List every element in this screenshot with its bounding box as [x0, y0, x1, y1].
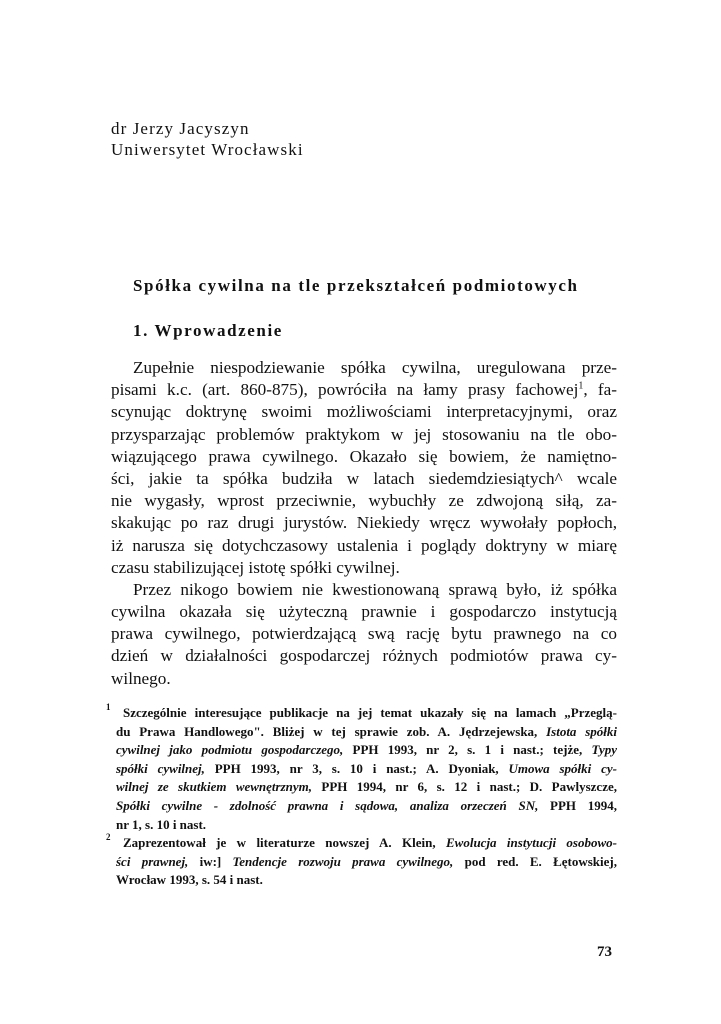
footnote-marker: 1	[106, 702, 111, 712]
body-line-text: Przez nikogo bowiem nie kwestionowaną sprawą było, iż spółka	[133, 579, 617, 599]
footnote-line	[106, 741, 617, 760]
footnote-line	[106, 853, 617, 872]
body-line	[111, 468, 617, 490]
body-line-text: scynując doktrynę swoimi możliwościami interpretacyjnymi, oraz	[111, 402, 617, 422]
body-line-text: nie wygasły, wprost przeciwnie, wybuchły ze zdwojoną siłą, za-	[111, 491, 617, 511]
body-text	[111, 357, 617, 690]
body-line	[111, 424, 617, 446]
footnote-line	[106, 723, 617, 742]
footnote-italic-text: spółki cywilnej,	[116, 760, 205, 776]
footnote-line	[106, 778, 617, 797]
footnote-italic-text: Typy	[591, 742, 617, 758]
footnote-italic-text: wilnej ze skutkiem wewnętrznym,	[116, 779, 313, 795]
author-affiliation: Uniwersytet Wrocławski	[111, 140, 304, 159]
body-line-text: wilnego.	[111, 668, 171, 688]
author-name: dr Jerzy Jacyszyn	[111, 119, 250, 138]
body-line-text: skakując po raz drugi jurystów. Niekiedy wręcz wywołały popłoch,	[111, 513, 617, 533]
body-line	[111, 446, 617, 468]
body-line-text: Zupełnie niespodziewanie spółka cywilna, uregulowana prze-	[133, 358, 617, 377]
footnote-line	[106, 760, 617, 779]
author-block	[111, 118, 304, 160]
body-line	[111, 601, 617, 623]
body-line-text: cywilna okazała się użyteczną prawnie i gospodarczo instytucją	[111, 602, 617, 622]
body-line-text: ści, jakie ta spółka budziła w latach siedemdziesiątych^ wcale	[111, 468, 617, 488]
body-line	[111, 623, 617, 645]
body-line	[111, 512, 617, 534]
footnote-text: nr 1, s. 10 i nast.	[116, 816, 207, 832]
body-line-text: prawa cywilnego, potwierdzającą swą rację bytu prawnego na co	[111, 624, 617, 644]
footnotes	[106, 704, 617, 890]
footnote-italic-text: Spółki cywilne - zdolność prawna i sądowa, analiza orzeczeń SN,	[116, 797, 539, 813]
footnote-italic-text: Ewolucja instytucji osobowo-	[445, 835, 617, 851]
body-line	[111, 557, 617, 579]
footnote-line	[106, 816, 617, 835]
footnote-italic-text: Umowa spółki cy-	[508, 760, 617, 776]
body-line	[111, 357, 617, 379]
footnote-line	[106, 797, 617, 816]
footnote-text: PPH 1993, nr 2, s. 1 i nast.; tejże,	[343, 742, 592, 758]
footnote-italic-text: Istota spółki	[546, 723, 617, 739]
body-line-text: iż narusza się dotychczasowy ustalenia i poglądy doktryny w miarę	[111, 535, 617, 555]
footnote-text: Szczególnie interesujące publikacje na jej temat ukazały się na lamach „Przeglą-	[123, 705, 617, 720]
footnote-line	[106, 834, 617, 853]
body-line	[111, 379, 617, 401]
page-number: 73	[597, 944, 612, 960]
body-line	[111, 490, 617, 512]
body-line-text: czasu stabilizującej istotę spółki cywilnej.	[111, 557, 400, 577]
body-line	[111, 668, 617, 690]
footnote-line	[106, 871, 617, 890]
body-line-tail: , fa-	[583, 380, 617, 400]
body-line	[111, 535, 617, 557]
footnote-reference: 1	[578, 380, 584, 392]
footnote-line	[106, 704, 617, 723]
body-line-text: dzień w działalności gospodarczej różnych podmiotów prawa cy-	[111, 646, 617, 666]
footnote-italic-text: Tendencje rozwoju prawa cywilnego,	[232, 853, 454, 869]
body-line	[111, 645, 617, 667]
section-heading: 1. Wprowadzenie	[133, 321, 283, 340]
footnote-text: du Prawa Handlowego". Bliżej w tej sprawie zob. A. Jędrzejewska,	[116, 723, 547, 739]
footnote-text: PPH 1994, nr 6, s. 12 i nast.; D. Pawlyszcze,	[312, 779, 617, 795]
article-title: Spółka cywilna na tle przekształceń podmiotowych	[133, 276, 579, 295]
body-line-text: przysparzając problemów praktykom w jej stosowaniu na tle obo-	[111, 424, 617, 444]
body-line-text: wiązującego prawa cywilnego. Okazało się bowiem, że namiętno-	[111, 446, 617, 466]
footnote	[106, 704, 617, 834]
footnote-text: Wrocław 1993, s. 54 i nast.	[116, 872, 263, 888]
body-line	[111, 401, 617, 423]
footnote-text: iw:]	[188, 853, 233, 869]
footnote	[106, 834, 617, 890]
footnote-text: pod red. E. Łętowskiej,	[453, 853, 617, 869]
body-line-text: pisami k.c. (art. 860-875), powróciła na łamy prasy fachowej	[111, 380, 579, 400]
footnote-text: PPH 1993, nr 3, s. 10 i nast.; A. Dyoniak,	[204, 760, 509, 776]
body-line	[111, 579, 617, 601]
footnote-text: Zaprezentował je w literaturze nowszej A. Klein,	[123, 835, 446, 851]
footnote-italic-text: ści prawnej,	[116, 853, 189, 869]
footnote-text: PPH 1994,	[538, 797, 617, 813]
footnote-italic-text: cywilnej jako podmiotu gospodarczego,	[116, 742, 344, 758]
footnote-marker: 2	[106, 832, 111, 843]
